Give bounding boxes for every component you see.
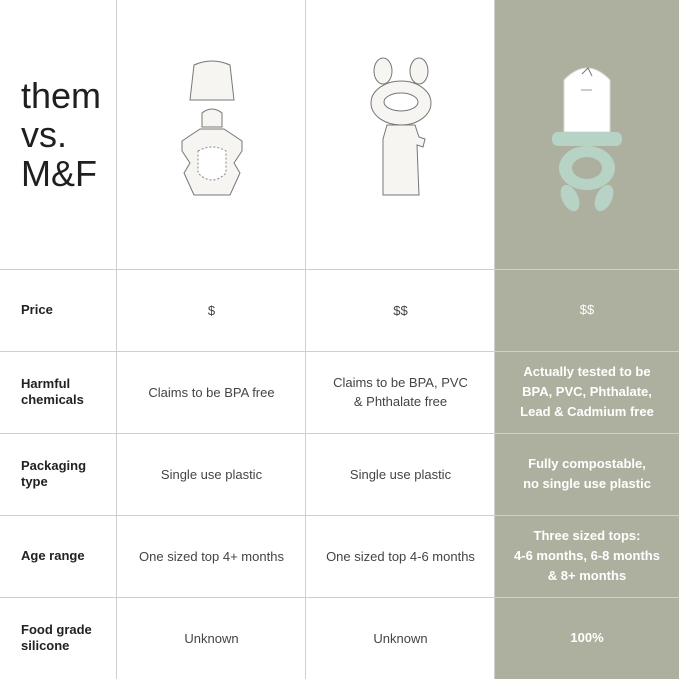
mf-age: Three sized tops: 4-6 months, 6-8 months & 8+ months (514, 528, 660, 583)
row-label-price: Price (21, 302, 53, 317)
column-divider (305, 0, 306, 679)
header-heading-cell (0, 0, 117, 269)
row-label-food-grade-silicone: Food grade silicone (21, 622, 92, 653)
mf-silicone: 100% (570, 630, 604, 645)
bunny-teether-outline-icon (361, 55, 441, 215)
mf-packaging-cell (495, 433, 679, 515)
mf-chemicals-cell (495, 351, 679, 433)
comp2-packaging: Single use plastic (349, 466, 452, 482)
row-label-age-range: Age range (21, 548, 85, 563)
comp1-chemicals-cell (117, 351, 306, 433)
row-label-cell (0, 351, 117, 433)
comp1-packaging: Single use plastic (160, 466, 263, 482)
comp2-chemicals: Claims to be BPA, PVC & Phthalate free (333, 375, 468, 409)
mf-packaging: Fully compostable, no single use plastic (523, 456, 651, 491)
comp2-silicone-cell (306, 597, 495, 679)
page-title: them vs. M&F (21, 75, 102, 194)
row-label-harmful-chemicals: Harmful chemicals (21, 376, 84, 407)
comp2-silicone: Unknown (373, 630, 428, 646)
comp1-age: One sized top 4+ months (139, 548, 284, 564)
row-label-cell (0, 269, 117, 351)
feeder-outline-icon (172, 55, 252, 215)
comp1-silicone-cell (117, 597, 306, 679)
mf-price-cell (495, 269, 679, 351)
mf-product-image-cell (495, 0, 679, 269)
competitor-2-image-cell (306, 0, 495, 269)
comp2-chemicals-cell (306, 351, 495, 433)
column-divider (116, 0, 117, 679)
comp1-chemicals: Claims to be BPA free (148, 384, 275, 400)
comp2-age: One sized top 4-6 months (326, 548, 475, 564)
comp1-silicone: Unknown (184, 630, 239, 646)
competitor-1-image-cell (117, 0, 306, 269)
column-divider (494, 0, 495, 679)
comp1-packaging-cell (117, 433, 306, 515)
row-divider (0, 269, 679, 270)
comp2-price-cell (306, 269, 495, 351)
comp1-price-cell (117, 269, 306, 351)
comp2-price: $$ (393, 302, 408, 318)
row-divider (0, 515, 679, 516)
row-divider (0, 597, 679, 598)
mf-price: $$ (579, 302, 595, 317)
row-label-cell (0, 433, 117, 515)
mf-silicone-cell (495, 597, 679, 679)
row-label-cell (0, 597, 117, 679)
row-label-cell (0, 515, 117, 597)
comp1-age-cell (117, 515, 306, 597)
mf-age-cell (495, 515, 679, 597)
comp1-price: $ (207, 302, 216, 318)
moss-and-fawn-feeder-icon (542, 50, 632, 220)
row-label-packaging-type: Packaging type (21, 458, 87, 489)
row-divider (0, 433, 679, 434)
mf-chemicals: Actually tested to be BPA, PVC, Phthalate, Lead & Cadmium free (520, 364, 654, 419)
row-divider (0, 351, 679, 352)
comp2-packaging-cell (306, 433, 495, 515)
comp2-age-cell (306, 515, 495, 597)
